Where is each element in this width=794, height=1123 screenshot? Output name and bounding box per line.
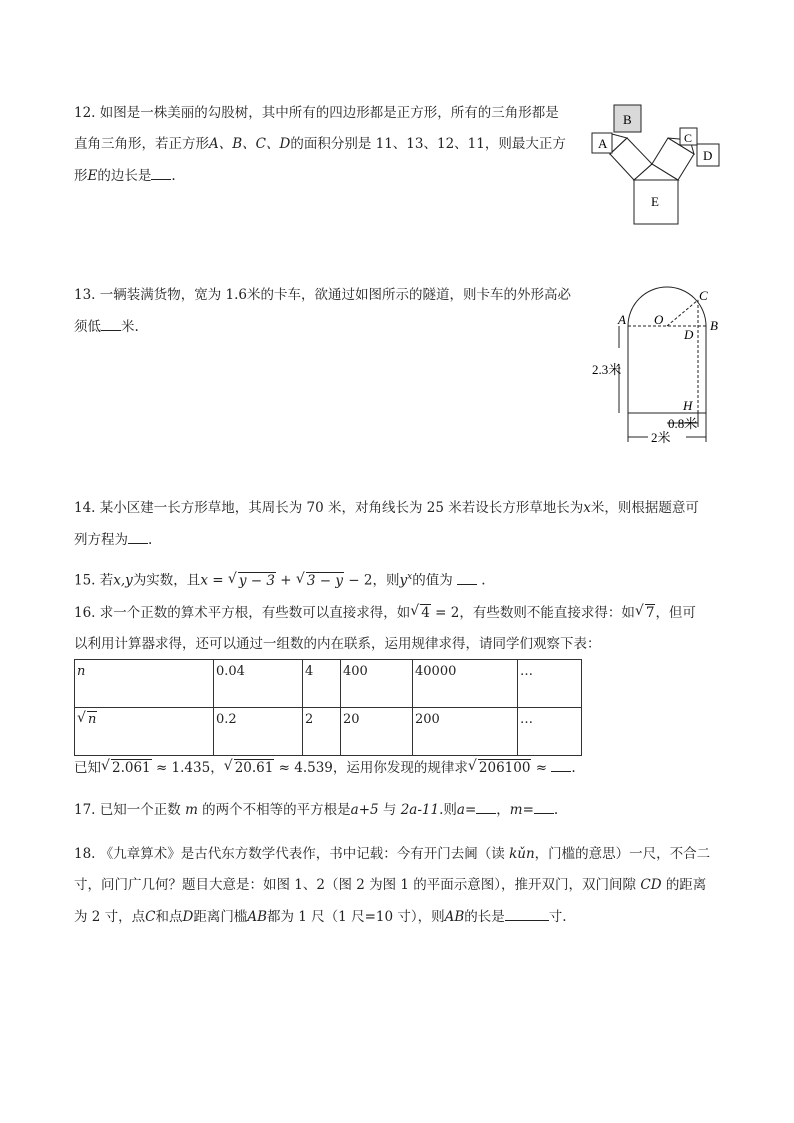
- q14-line2: [74, 529, 152, 550]
- q12-pythagoras-tree-figure: [590, 100, 730, 228]
- label-b: B: [623, 112, 632, 127]
- q18-he: 和点: [155, 909, 183, 925]
- q17-then: .则: [439, 802, 457, 818]
- q15-sqrt2: √ 3 − y: [295, 570, 343, 589]
- q17-m-eq: m=: [509, 802, 534, 818]
- label-e: E: [651, 194, 659, 209]
- q12-line1: 12. 如图是一株美丽的勾股树，其中所有的四边形都是正方形，所有的三角形都是: [74, 105, 559, 121]
- label-gap: 0.8米: [668, 416, 698, 431]
- q17-comma: ，: [496, 802, 510, 818]
- q18-line3-end: 寸.: [548, 909, 567, 925]
- q15-answer-blank[interactable]: [457, 570, 477, 585]
- q18-line1-pre: 18. 《九章算术》是古代东方数学代表作，书中记载：今有开门去阃（读: [74, 846, 505, 862]
- q12-line3-post: 的边长是: [97, 168, 152, 184]
- q18-line3: [74, 906, 567, 927]
- q18-kun: kǔn: [509, 846, 535, 862]
- q12-line2: [74, 134, 566, 154]
- q16-k3-sqrt: √ 206100: [467, 758, 531, 776]
- q13-line2: [74, 316, 139, 337]
- q18-line2-text: 寸，问门广几何？题目大意是：如图 1、2（图 2 为图 1 的平面示意图），推开双门，双门间隙: [74, 877, 637, 893]
- label-height: 2.3米: [592, 362, 622, 377]
- q16-k3-approx: ≈: [531, 760, 552, 776]
- q16-period: .: [571, 760, 576, 776]
- q15-period: .: [481, 572, 486, 589]
- q18-line1-post: ，门槛的意思）一尺，不合二: [534, 846, 711, 862]
- q18-line3-mid: 距离门槛: [193, 909, 248, 925]
- label-a: A: [598, 136, 608, 151]
- q13-tunnel-figure: [588, 282, 728, 450]
- q15-formula-eq: =: [207, 572, 228, 589]
- label-b: B: [710, 318, 718, 333]
- q15-yx-exp: x: [407, 572, 413, 582]
- q18-line1: [74, 844, 710, 864]
- table-cell: 4: [303, 660, 341, 708]
- label-d: D: [703, 148, 713, 163]
- q12-square-letters: A、B、C、D: [209, 136, 291, 152]
- label-c: C: [684, 131, 693, 145]
- q16-after-pre: 已知: [74, 760, 101, 776]
- q14-var-x: x: [583, 500, 591, 516]
- q15-plus: +: [275, 572, 296, 589]
- q15-yx-base: y: [399, 572, 408, 589]
- q12-line2-post: 的面积分别是 11、13、12、11，则最大正方: [290, 136, 566, 152]
- q18-answer-blank[interactable]: [505, 906, 549, 921]
- q16-table: [74, 659, 582, 756]
- q15-post: ，则: [372, 572, 400, 589]
- table-cell: 200: [413, 708, 518, 756]
- table-cell: 400: [341, 660, 413, 708]
- q16-line2: 以利用计算器求得，还可以通过一组数的内在联系，运用规律求得，请同学们观察下表：: [74, 636, 601, 652]
- q18-d: D: [182, 909, 194, 925]
- q14-line1-pre: 14. 某小区建一长方形草地，其周长为 70 米，对角线长为 25 米若设长方形草地长为: [74, 500, 584, 516]
- q15-sqrt1: √ y − 3: [227, 570, 275, 589]
- q16-after-line: [74, 757, 576, 778]
- table-cell: 40000: [413, 660, 518, 708]
- q16-ex1-sqrt: √ 4: [410, 603, 430, 621]
- q13-line2-pre: 须低: [74, 319, 101, 335]
- table-row: [75, 660, 582, 708]
- q15-mid: 为实数，且: [132, 572, 201, 589]
- q16-sep: ，: [210, 760, 224, 776]
- q12-line2-pre: 直角三角形，若正方形: [74, 136, 209, 152]
- table-row: [75, 708, 582, 756]
- table-cell: 0.2: [214, 708, 303, 756]
- q15-pre: 15. 若: [74, 572, 114, 589]
- q12-line3-pre: 形: [74, 168, 88, 184]
- q17-a-answer-blank[interactable]: [476, 799, 496, 814]
- q17-a1: a+5: [350, 802, 379, 818]
- q13-answer-blank[interactable]: [101, 316, 121, 331]
- q18-line2: [74, 875, 706, 895]
- table-cell: …: [518, 708, 582, 756]
- q18-line3-pre: 为 2 寸，点: [74, 909, 146, 925]
- triangle-left: [610, 134, 627, 154]
- label-width: 2米: [651, 430, 671, 445]
- q18-line3-mid2: 都为 1 尺（1 尺=10 寸），则: [267, 909, 445, 925]
- q16-answer-blank[interactable]: [551, 757, 571, 772]
- q16-line1-post: ，但可: [655, 605, 696, 621]
- q15-formula-x: x: [200, 572, 208, 589]
- q17-pre: 17. 已知一个正数: [74, 802, 181, 818]
- q16-line1: [74, 603, 696, 623]
- q16-ex1-eq: = 2: [430, 605, 460, 621]
- q16-k1-val: ≈ 1.435: [151, 760, 211, 776]
- q12-letter-e: E: [87, 168, 98, 184]
- q16-ex2-sqrt: √ 7: [634, 603, 655, 621]
- q13-line2-post: 米.: [121, 319, 139, 335]
- label-c: C: [699, 288, 708, 303]
- q16-line1-pre: 16. 求一个正数的算术平方根，有些数可以直接求得，如: [74, 605, 411, 621]
- q15-vars: x,y: [113, 572, 133, 589]
- q17-m: m: [185, 802, 198, 818]
- q16-after-mid: ，运用你发现的规律求: [332, 760, 468, 776]
- label-o: O: [654, 312, 664, 327]
- q17-period: .: [553, 802, 559, 818]
- q17-a2: 2a-11: [400, 802, 440, 818]
- q16-k1-sqrt: √ 2.061: [101, 758, 151, 776]
- q16-line1-mid: ，有些数则不能直接求得：如: [459, 605, 635, 621]
- q14-line1-post: 米，则根据题意可: [590, 500, 699, 516]
- q14-period: .: [148, 532, 153, 548]
- radius-oc: [667, 300, 698, 326]
- label-h: H: [683, 398, 693, 413]
- table-cell: 0.04: [214, 660, 303, 708]
- q18-ab: AB: [247, 909, 268, 925]
- q18-cd: CD: [640, 877, 662, 893]
- q14-answer-blank[interactable]: [128, 529, 148, 544]
- table-cell: √ n: [75, 708, 214, 756]
- q12-line3: [74, 165, 176, 186]
- q18-line2-end: 的距离: [665, 877, 707, 893]
- q17-a-eq: a=: [456, 802, 477, 818]
- q13-line1: 13. 一辆装满货物，宽为 1.6米的卡车，欲通过如图所示的隧道，则卡车的外形高必: [74, 287, 572, 303]
- q16-k2-val: ≈ 4.539: [274, 760, 333, 776]
- label-a: A: [618, 312, 626, 327]
- square-left-branch: [610, 138, 652, 180]
- q18-ab2: AB: [444, 909, 465, 925]
- table-cell: 2: [303, 708, 341, 756]
- q18-line3-post: 的长是: [464, 909, 505, 925]
- q17-mid: 的两个不相等的平方根是: [202, 802, 351, 818]
- label-d: D: [684, 327, 694, 342]
- q15-line: [74, 567, 486, 591]
- q14-line2-text: 列方程为: [74, 532, 128, 548]
- q17-and: 与: [382, 802, 397, 818]
- table-cell: n: [75, 660, 214, 708]
- table-cell: 20: [341, 708, 413, 756]
- q17-m-answer-blank[interactable]: [534, 799, 554, 814]
- q18-c: C: [145, 909, 156, 925]
- q14-line1: [74, 498, 699, 518]
- q12-period: .: [171, 168, 176, 184]
- q17-line: [74, 799, 558, 820]
- q16-k2-sqrt: √ 20.61: [223, 758, 274, 776]
- q12-answer-blank[interactable]: [151, 165, 171, 180]
- q15-post2: 的值为: [412, 572, 453, 589]
- tunnel-arch: [628, 287, 706, 326]
- table-cell: …: [518, 660, 582, 708]
- q15-minus2: − 2: [344, 572, 373, 589]
